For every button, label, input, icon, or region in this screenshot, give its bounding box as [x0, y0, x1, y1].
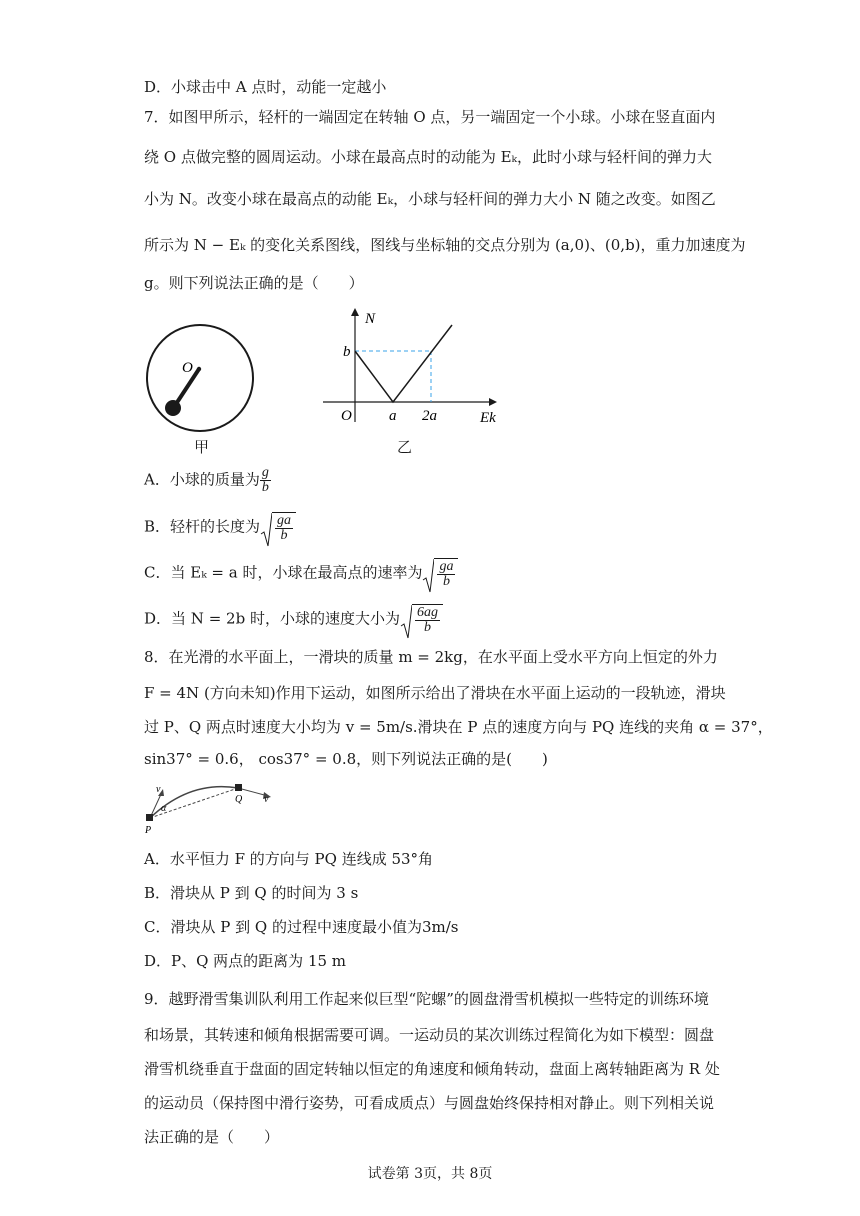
q9-stem-line4: 的运动员（保持图中滑行姿势，可看成质点）与圆盘始终保持相对静止。则下列相关说 [144, 1094, 715, 1112]
figure-yi-graph [315, 305, 510, 430]
sqrt-symbol [422, 558, 458, 589]
q8-option-b: B．滑块从 P 到 Q 的时间为 3 s [144, 884, 359, 902]
q7-stem-line2: 绕 O 点做完整的圆周运动。小球在最高点时的动能为 Eₖ，此时小球与轻杆间的弹力大 [144, 148, 713, 166]
page-footer: 试卷第 3页，共 8页 [367, 1166, 493, 1182]
traj-label-v1: v [156, 784, 161, 795]
figure-yi-caption: 乙 [397, 438, 413, 456]
traj-label-p: P [145, 825, 152, 836]
fig1-label-o: O [182, 360, 193, 376]
graph-label-origin: O [341, 408, 352, 424]
sqrt-symbol [260, 512, 296, 543]
traj-label-q: Q [235, 794, 243, 805]
traj-label-alpha: α [161, 803, 167, 814]
graph-label-ek: Ek [480, 410, 496, 426]
q7-option-c [144, 558, 458, 589]
q8-option-d: D．P、Q 两点的距离为 15 m [144, 952, 347, 970]
fraction-numerator: ga [277, 513, 292, 528]
fraction-numerator: 6ag [416, 605, 438, 620]
graph-label-a: a [389, 408, 397, 424]
figure-jia-circle [140, 318, 260, 438]
q8-option-a: A．水平恒力 F 的方向与 PQ 连线成 53°角 [144, 850, 434, 868]
q7-option-d [144, 604, 443, 635]
q7-option-d-text: D．当 N = 2b 时，小球的速度大小为 [144, 609, 400, 628]
q7-option-b [144, 512, 296, 543]
sqrt-symbol [400, 604, 443, 635]
q7-stem-line3: 小为 N。改变小球在最高点的动能 Eₖ，小球与轻杆间的弹力大小 N 随之改变。如图乙 [144, 190, 716, 208]
q7-option-c-text: C．当 Eₖ = a 时，小球在最高点的速率为 [144, 563, 423, 582]
q8-stem-line2: F = 4N (方向未知)作用下运动，如图所示给出了滑块在水平面上运动的一段轨迹，滑块 [144, 684, 726, 702]
figure-jia-caption: 甲 [194, 438, 210, 456]
q7-option-b-text: B．轻杆的长度为 [144, 517, 261, 536]
q8-stem-line1: 8．在光滑的水平面上，一滑块的质量 m = 2kg，在水平面上受水平方向上恒定的外力 [144, 648, 718, 666]
trajectory-figure [140, 778, 280, 836]
fraction-numerator: ga [439, 559, 454, 574]
q7-option-a-fraction [260, 466, 271, 495]
fraction-denominator: b [423, 620, 431, 635]
q7-stem-line5: g。则下列说法正确的是（ ） [144, 274, 364, 292]
q8-stem-line4: sin37° = 0.6， cos37° = 0.8，则下列说法正确的是( ) [144, 750, 548, 768]
q8-stem-line3: 过 P、Q 两点时速度大小均为 v = 5m/s.滑块在 P 点的速度方向与 PQ 连线的夹角 α = 37°， [144, 718, 773, 736]
q9-stem-line2: 和场景，其转速和倾角根据需要可调。一运动员的某次训练过程简化为如下模型：圆盘 [144, 1026, 715, 1044]
fraction-denominator: b [261, 480, 269, 495]
q7-stem-line1: 7．如图甲所示，轻杆的一端固定在转轴 O 点，另一端固定一个小球。小球在竖直面内 [144, 108, 716, 126]
q9-stem-line1: 9．越野滑雪集训队利用工作起来似巨型“陀螺”的圆盘滑雪机模拟一些特定的训练环境 [144, 990, 709, 1008]
graph-label-2a: 2a [422, 408, 437, 424]
q6-option-d: D．小球击中 A 点时，动能一定越小 [144, 78, 387, 96]
graph-label-n: N [365, 311, 376, 327]
q7-option-a-text: A．小球的质量为 [144, 470, 260, 489]
q9-stem-line3: 滑雪机绕垂直于盘面的固定转轴以恒定的角速度和倾角转动，盘面上离转轴距离为 R 处 [144, 1060, 720, 1078]
q8-option-c: C．滑块从 P 到 Q 的过程中速度最小值为3m/s [144, 918, 459, 936]
fraction-denominator: b [442, 574, 450, 589]
graph-label-b: b [343, 344, 351, 360]
q9-stem-line5: 法正确的是（ ） [144, 1128, 280, 1146]
q7-stem-line4: 所示为 N − Eₖ 的变化关系图线，图线与坐标轴的交点分别为 (a,0)、(0,b)，重力加速度为 [144, 236, 746, 254]
traj-label-v2: v [264, 794, 269, 805]
fraction-numerator: g [261, 465, 269, 480]
q7-option-a [144, 466, 271, 495]
fraction-denominator: b [280, 528, 288, 543]
